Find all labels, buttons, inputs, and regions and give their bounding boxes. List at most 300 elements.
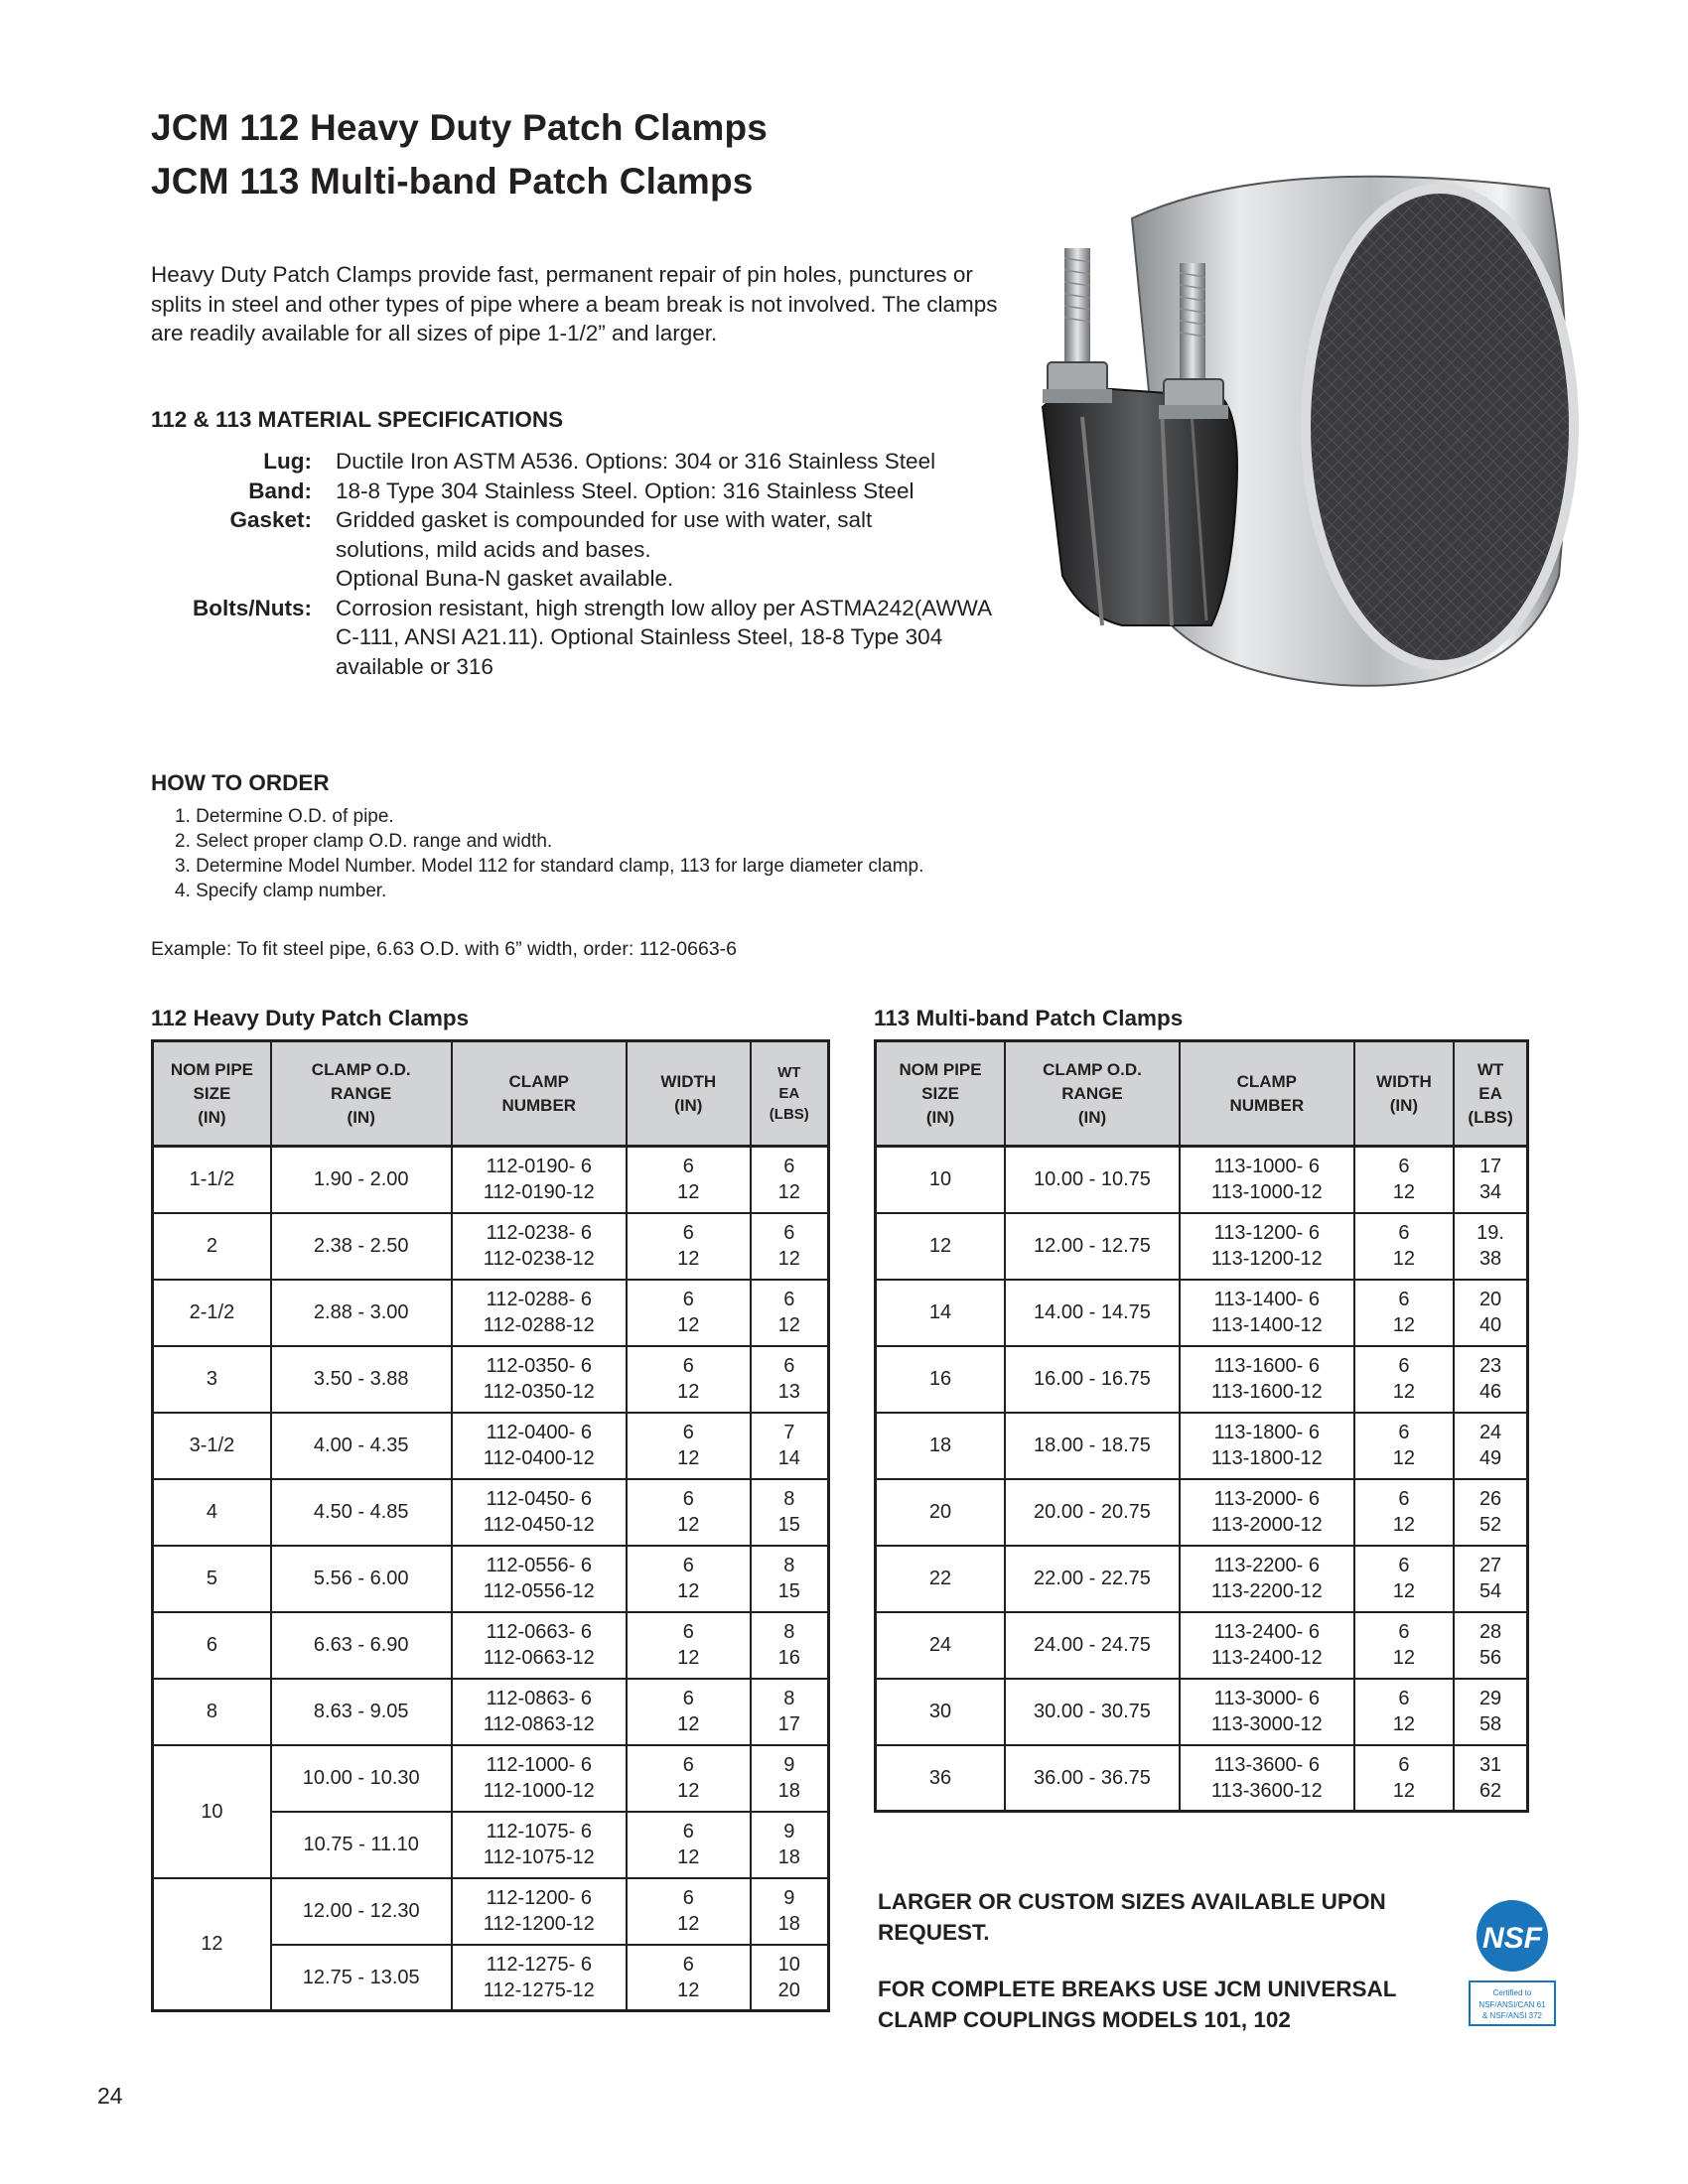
cell-line: (IN) xyxy=(1389,1095,1419,1115)
cell-clamp-number xyxy=(452,1213,627,1280)
cell-line: WIDTH xyxy=(660,1071,717,1091)
cell-weight xyxy=(1454,1612,1527,1679)
how-to-order-heading: HOW TO ORDER xyxy=(151,770,330,795)
cell-line: 23 xyxy=(1478,1355,1502,1377)
cell-line: 15 xyxy=(777,1580,800,1602)
table-112 xyxy=(151,1039,830,2012)
table-row xyxy=(153,1745,829,1812)
cell-nom-pipe-size: 10 xyxy=(876,1147,1006,1213)
cell-line: 12 xyxy=(1392,1447,1416,1469)
spec-value: Ductile Iron ASTM A536. Options: 304 or 316 Stainless Steel xyxy=(336,449,936,474)
table-row xyxy=(153,1878,829,1945)
cell-line: 6 xyxy=(1398,1621,1410,1643)
cell-od-range: 8.63 - 9.05 xyxy=(271,1679,452,1745)
cell-line: 6 xyxy=(682,1887,694,1909)
cell-line: 6 xyxy=(1398,1156,1410,1178)
cell-weight xyxy=(1454,1679,1527,1745)
cell-line: 49 xyxy=(1478,1447,1502,1469)
cell-line: SIZE xyxy=(921,1083,959,1103)
cell-weight xyxy=(751,1812,829,1878)
table-row xyxy=(153,1213,829,1280)
cell-od-range: 6.63 - 6.90 xyxy=(271,1612,452,1679)
cell-line: 12 xyxy=(677,1647,700,1669)
cell-line: 112-0863- 6 xyxy=(486,1688,592,1709)
nsf-cert-line: & NSF/ANSI 372 xyxy=(1481,2011,1543,2020)
cell-line: 112-0450- 6 xyxy=(486,1488,592,1510)
spec-value: Corrosion resistant, high strength low alloy per ASTMA242(AWWA C-111, ANSI A21.11). Optional Stainless Steel, 18-8 Type 304 available or 316 xyxy=(336,595,991,679)
cell-od-range: 10.00 - 10.30 xyxy=(271,1745,452,1812)
cell-line: 9 xyxy=(783,1754,795,1776)
cell-line: 112-1275-12 xyxy=(483,1979,595,2001)
cell-clamp-number xyxy=(1180,1413,1354,1479)
cell-weight xyxy=(751,1413,829,1479)
cell-line: 8 xyxy=(783,1688,795,1709)
cell-weight xyxy=(751,1346,829,1413)
cell-width xyxy=(627,1812,751,1878)
table-112-title: 112 Heavy Duty Patch Clamps xyxy=(151,1006,470,1030)
cell-line: 6 xyxy=(1398,1222,1410,1244)
cell-nom-pipe-size: 30 xyxy=(876,1679,1006,1745)
cell-nom-pipe-size: 10 xyxy=(153,1745,271,1878)
header-width xyxy=(1354,1041,1454,1147)
cell-line: (IN) xyxy=(925,1107,955,1127)
cell-width xyxy=(627,1546,751,1612)
cell-line: 12 xyxy=(677,1514,700,1536)
patch-clamp-image xyxy=(1023,159,1579,695)
cell-weight xyxy=(1454,1280,1527,1346)
order-step: 3. Determine Model Number. Model 112 for standard clamp, 113 for large diameter clamp. xyxy=(175,856,924,877)
cell-line: 20 xyxy=(1478,1289,1502,1310)
cell-clamp-number xyxy=(452,1413,627,1479)
cell-line: 12 xyxy=(1392,1514,1416,1536)
cell-clamp-number xyxy=(452,1745,627,1812)
cell-line: 6 xyxy=(682,1289,694,1310)
cell-nom-pipe-size: 12 xyxy=(153,1878,271,2011)
cell-line: 17 xyxy=(1478,1156,1502,1178)
cell-od-range: 12.00 - 12.75 xyxy=(1005,1213,1180,1280)
cell-od-range: 20.00 - 20.75 xyxy=(1005,1479,1180,1546)
cell-clamp-number xyxy=(452,1679,627,1745)
cell-clamp-number xyxy=(452,1280,627,1346)
table-row xyxy=(876,1745,1528,1812)
cell-clamp-number xyxy=(452,1878,627,1945)
cell-line: WIDTH xyxy=(1376,1071,1432,1091)
cell-line: 112-1275- 6 xyxy=(486,1953,592,1976)
table-row xyxy=(876,1479,1528,1546)
cell-line: 6 xyxy=(682,1488,694,1510)
table-row xyxy=(153,1280,829,1346)
cell-weight xyxy=(751,1679,829,1745)
table-row xyxy=(876,1280,1528,1346)
cell-od-range: 22.00 - 22.75 xyxy=(1005,1546,1180,1612)
cell-line: 6 xyxy=(1398,1688,1410,1709)
cell-line: 12 xyxy=(677,1979,700,2001)
cell-line: 40 xyxy=(1478,1314,1502,1336)
cell-line: (IN) xyxy=(198,1107,226,1127)
cell-width xyxy=(1354,1546,1454,1612)
cell-line: 113-2000- 6 xyxy=(1213,1488,1320,1510)
cell-line: 112-1075-12 xyxy=(483,1846,595,1868)
cell-od-range: 4.00 - 4.35 xyxy=(271,1413,452,1479)
cell-nom-pipe-size: 1-1/2 xyxy=(153,1147,271,1213)
cell-line: 113-1400- 6 xyxy=(1213,1289,1320,1310)
cell-line: 6 xyxy=(783,1355,795,1377)
cell-line: 113-1200-12 xyxy=(1210,1248,1323,1270)
order-example: Example: To fit steel pipe, 6.63 O.D. with 6” width, order: 112-0663-6 xyxy=(151,938,737,960)
spec-label: Gasket: xyxy=(229,507,312,532)
spec-row-bolts xyxy=(151,594,1021,682)
cell-line: 62 xyxy=(1478,1779,1502,1802)
cell-line: 112-1075- 6 xyxy=(486,1821,592,1843)
cell-width xyxy=(1354,1679,1454,1745)
table-row xyxy=(153,1612,829,1679)
cell-line: 8 xyxy=(783,1555,795,1576)
header-clamp-number xyxy=(452,1041,627,1147)
cell-line: 12 xyxy=(1392,1248,1416,1270)
table-113-title: 113 Multi-band Patch Clamps xyxy=(874,1006,1184,1030)
cell-line: 113-1600-12 xyxy=(1210,1381,1323,1403)
table-row xyxy=(153,1479,829,1546)
cell-line: 113-1400-12 xyxy=(1210,1314,1323,1336)
cell-line: (IN) xyxy=(1077,1107,1107,1127)
cell-width xyxy=(627,1346,751,1413)
header-weight xyxy=(751,1041,829,1147)
cell-line: 112-0238- 6 xyxy=(486,1222,592,1244)
cell-od-range: 4.50 - 4.85 xyxy=(271,1479,452,1546)
cell-line: 20 xyxy=(777,1979,800,2001)
cell-line: 16 xyxy=(777,1647,800,1669)
table-header-row xyxy=(153,1041,829,1147)
nsf-logo-text: NSF xyxy=(1482,1922,1542,1955)
cell-line: 6 xyxy=(682,1688,694,1709)
cell-line: CLAMP xyxy=(1236,1071,1298,1091)
nsf-cert-line: Certified to xyxy=(1492,1988,1532,1997)
cell-line: (LBS) xyxy=(769,1106,809,1123)
cell-nom-pipe-size: 16 xyxy=(876,1346,1006,1413)
cell-line: 12 xyxy=(1392,1647,1416,1669)
cell-weight xyxy=(1454,1147,1527,1213)
cell-line: 113-1000- 6 xyxy=(1213,1156,1320,1178)
cell-line: 6 xyxy=(682,1355,694,1377)
cell-line: 6 xyxy=(682,1621,694,1643)
custom-sizes-note: LARGER OR CUSTOM SIZES AVAILABLE UPON REQUEST. xyxy=(878,1889,1386,1945)
cell-line: WT xyxy=(777,1064,801,1081)
cell-line: 6 xyxy=(783,1289,795,1310)
cell-line: 112-1000-12 xyxy=(483,1780,595,1802)
spec-label xyxy=(151,564,336,594)
cell-line: 34 xyxy=(1478,1181,1502,1204)
cell-line: 12 xyxy=(777,1314,800,1336)
cell-line: 12 xyxy=(677,1248,700,1270)
cell-width xyxy=(627,1280,751,1346)
cell-line: 26 xyxy=(1478,1488,1502,1510)
cell-line: 112-0350- 6 xyxy=(486,1355,592,1377)
table-row xyxy=(153,1679,829,1745)
cell-line: 6 xyxy=(1398,1488,1410,1510)
cell-line: 6 xyxy=(682,1555,694,1576)
cell-clamp-number xyxy=(1180,1546,1354,1612)
cell-line: 54 xyxy=(1478,1580,1502,1602)
order-step: 2. Select proper clamp O.D. range and width. xyxy=(175,831,553,852)
cell-line: 15 xyxy=(777,1514,800,1536)
cell-line: 6 xyxy=(682,1953,694,1976)
cell-width xyxy=(627,1213,751,1280)
cell-weight xyxy=(1454,1346,1527,1413)
cell-line: 112-0288-12 xyxy=(483,1314,595,1336)
cell-width xyxy=(627,1679,751,1745)
cell-line: 31 xyxy=(1478,1753,1502,1776)
cell-line: 10 xyxy=(777,1953,800,1976)
spec-value: 18-8 Type 304 Stainless Steel. Option: 316 Stainless Steel xyxy=(336,478,914,503)
cell-line: SIZE xyxy=(193,1083,231,1103)
cell-od-range: 2.38 - 2.50 xyxy=(271,1213,452,1280)
cell-weight xyxy=(751,1546,829,1612)
cell-line: 113-1800- 6 xyxy=(1213,1422,1320,1443)
cell-nom-pipe-size: 5 xyxy=(153,1546,271,1612)
spec-value: Gridded gasket is compounded for use with water, salt solutions, mild acids and bases. xyxy=(336,507,873,562)
cell-line: 113-3600- 6 xyxy=(1213,1753,1320,1776)
cell-width xyxy=(1354,1612,1454,1679)
cell-nom-pipe-size: 3 xyxy=(153,1346,271,1413)
page-title-112: JCM 112 Heavy Duty Patch Clamps xyxy=(151,107,769,148)
cell-line: 113-2200-12 xyxy=(1210,1580,1323,1602)
cell-line: 113-1800-12 xyxy=(1210,1447,1323,1469)
cell-line: 6 xyxy=(1398,1355,1410,1377)
cell-width xyxy=(627,1945,751,2011)
cell-line: 52 xyxy=(1478,1514,1502,1536)
cell-line: 28 xyxy=(1478,1621,1502,1643)
cell-line: 6 xyxy=(1398,1753,1410,1776)
cell-line: EA xyxy=(778,1085,800,1102)
table-row xyxy=(876,1679,1528,1745)
cell-nom-pipe-size: 2-1/2 xyxy=(153,1280,271,1346)
spec-list xyxy=(151,447,1021,681)
order-step: 4. Specify clamp number. xyxy=(175,881,387,901)
cell-line: 113-2400- 6 xyxy=(1213,1621,1320,1643)
cell-line: 56 xyxy=(1478,1647,1502,1669)
cell-line: CLAMP O.D. xyxy=(311,1059,411,1079)
cell-line: 12 xyxy=(1392,1181,1416,1204)
cell-line: (IN) xyxy=(347,1107,375,1127)
cell-line: RANGE xyxy=(1061,1083,1123,1103)
cell-clamp-number xyxy=(1180,1346,1354,1413)
cell-line: 6 xyxy=(1398,1422,1410,1443)
spec-label: Lug: xyxy=(263,449,312,474)
cell-nom-pipe-size: 6 xyxy=(153,1612,271,1679)
cell-line: 12 xyxy=(777,1181,800,1204)
cell-line: 112-0863-12 xyxy=(483,1713,595,1735)
cell-line: 27 xyxy=(1478,1555,1502,1576)
cell-line: 113-2400-12 xyxy=(1210,1647,1323,1669)
spec-label: Bolts/Nuts: xyxy=(193,595,312,620)
cell-line: 113-2000-12 xyxy=(1210,1514,1323,1536)
cell-od-range: 14.00 - 14.75 xyxy=(1005,1280,1180,1346)
cell-weight xyxy=(751,1878,829,1945)
cell-weight xyxy=(751,1213,829,1280)
cell-line: 6 xyxy=(682,1422,694,1443)
cell-line: CLAMP xyxy=(508,1071,569,1091)
cell-line: 6 xyxy=(1398,1289,1410,1310)
cell-clamp-number xyxy=(1180,1280,1354,1346)
cell-nom-pipe-size: 12 xyxy=(876,1213,1006,1280)
cell-line: 8 xyxy=(783,1621,795,1643)
cell-line: 6 xyxy=(682,1821,694,1843)
cell-nom-pipe-size: 8 xyxy=(153,1679,271,1745)
cell-line: 12 xyxy=(777,1248,800,1270)
cell-width xyxy=(1354,1479,1454,1546)
cell-clamp-number xyxy=(1180,1147,1354,1213)
header-clamp-od-range xyxy=(1005,1041,1180,1147)
cell-line: 12 xyxy=(677,1846,700,1868)
cell-weight xyxy=(751,1745,829,1812)
cell-line: 113-1000-12 xyxy=(1210,1181,1323,1204)
intro-paragraph: Heavy Duty Patch Clamps provide fast, permanent repair of pin holes, punctures or splits in steel and other types of pipe where a beam break is not involved. The clamps are readily available for all sizes of pipe 1-1/2” and larger. xyxy=(151,262,998,345)
cell-nom-pipe-size: 22 xyxy=(876,1546,1006,1612)
cell-width xyxy=(627,1612,751,1679)
page-number: 24 xyxy=(97,2083,123,2109)
cell-clamp-number xyxy=(1180,1479,1354,1546)
table-row xyxy=(876,1147,1528,1213)
cell-line: NUMBER xyxy=(501,1095,577,1115)
table-row xyxy=(153,1346,829,1413)
spec-row-gasket xyxy=(151,505,1021,564)
cell-line: 58 xyxy=(1478,1713,1502,1735)
cell-od-range: 12.75 - 13.05 xyxy=(271,1945,452,2011)
cell-line: 113-3000- 6 xyxy=(1213,1688,1320,1709)
spec-row-lug xyxy=(151,447,1021,477)
cell-od-range: 36.00 - 36.75 xyxy=(1005,1745,1180,1812)
order-step: 1. Determine O.D. of pipe. xyxy=(175,806,394,827)
cell-weight xyxy=(1454,1546,1527,1612)
cell-width xyxy=(1354,1280,1454,1346)
cell-width xyxy=(627,1413,751,1479)
table-header-row xyxy=(876,1041,1528,1147)
cell-clamp-number xyxy=(452,1945,627,2011)
table-113 xyxy=(874,1039,1529,1813)
header-nom-pipe-size xyxy=(153,1041,271,1147)
cell-line: 12 xyxy=(1392,1314,1416,1336)
cell-line: 12 xyxy=(677,1447,700,1469)
cell-nom-pipe-size: 18 xyxy=(876,1413,1006,1479)
cell-line: 12 xyxy=(677,1181,700,1204)
cell-line: 12 xyxy=(677,1713,700,1735)
header-clamp-od-range xyxy=(271,1041,452,1147)
nsf-cert-line: NSF/ANSI/CAN 61 xyxy=(1478,2000,1546,2009)
cell-nom-pipe-size: 14 xyxy=(876,1280,1006,1346)
cell-line: 113-3600-12 xyxy=(1210,1779,1323,1802)
cell-weight xyxy=(751,1147,829,1213)
cell-line: 17 xyxy=(777,1713,800,1735)
cell-line: RANGE xyxy=(331,1083,392,1103)
cell-od-range: 1.90 - 2.00 xyxy=(271,1147,452,1213)
cell-line: 12 xyxy=(677,1580,700,1602)
cell-od-range: 3.50 - 3.88 xyxy=(271,1346,452,1413)
cell-line: 112-1200- 6 xyxy=(486,1887,592,1909)
cell-line: 112-0450-12 xyxy=(483,1514,595,1536)
cell-od-range: 10.00 - 10.75 xyxy=(1005,1147,1180,1213)
cell-od-range: 30.00 - 30.75 xyxy=(1005,1679,1180,1745)
cell-nom-pipe-size: 4 xyxy=(153,1479,271,1546)
cell-width xyxy=(627,1745,751,1812)
cell-line: 6 xyxy=(783,1222,795,1244)
cell-weight xyxy=(1454,1213,1527,1280)
cell-clamp-number xyxy=(452,1147,627,1213)
cell-weight xyxy=(1454,1745,1527,1812)
spec-row-band xyxy=(151,477,1021,506)
table-body xyxy=(876,1147,1528,1812)
cell-line: 112-0350-12 xyxy=(483,1381,595,1403)
cell-line: 112-0190-12 xyxy=(483,1181,595,1204)
cell-clamp-number xyxy=(452,1812,627,1878)
cell-line: 12 xyxy=(1392,1580,1416,1602)
cell-weight xyxy=(1454,1413,1527,1479)
cell-weight xyxy=(751,1280,829,1346)
spec-label: Band: xyxy=(248,478,312,503)
cell-od-range: 18.00 - 18.75 xyxy=(1005,1413,1180,1479)
cell-line: 18 xyxy=(777,1846,800,1868)
cell-nom-pipe-size: 36 xyxy=(876,1745,1006,1812)
cell-od-range: 12.00 - 12.30 xyxy=(271,1878,452,1945)
cell-clamp-number xyxy=(452,1546,627,1612)
cell-line: 113-2200- 6 xyxy=(1213,1555,1320,1576)
cell-line: 7 xyxy=(783,1422,795,1443)
header-width xyxy=(627,1041,751,1147)
cell-nom-pipe-size: 24 xyxy=(876,1612,1006,1679)
cell-clamp-number xyxy=(1180,1745,1354,1812)
complete-breaks-note: FOR COMPLETE BREAKS USE JCM UNIVERSAL CLAMP COUPLINGS MODELS 101, 102 xyxy=(878,1977,1397,2032)
cell-clamp-number xyxy=(452,1346,627,1413)
cell-line: 38 xyxy=(1478,1248,1502,1270)
cell-line: 6 xyxy=(682,1156,694,1178)
cell-line: 12 xyxy=(677,1913,700,1935)
page-title-113: JCM 113 Multi-band Patch Clamps xyxy=(151,161,754,202)
cell-width xyxy=(627,1878,751,1945)
table-row xyxy=(876,1612,1528,1679)
spec-heading: 112 & 113 MATERIAL SPECIFICATIONS xyxy=(151,407,564,432)
cell-line: 29 xyxy=(1478,1688,1502,1709)
cell-line: 8 xyxy=(783,1488,795,1510)
cell-width xyxy=(1354,1745,1454,1812)
cell-line: 113-1600- 6 xyxy=(1213,1355,1320,1377)
cell-line: NOM PIPE xyxy=(899,1059,982,1079)
cell-width xyxy=(1354,1147,1454,1213)
cell-line: 12 xyxy=(677,1780,700,1802)
cell-line: 9 xyxy=(783,1821,795,1843)
cell-clamp-number xyxy=(1180,1213,1354,1280)
table-row xyxy=(876,1413,1528,1479)
cell-weight xyxy=(751,1945,829,2011)
cell-line: 14 xyxy=(777,1447,800,1469)
spec-row-gasket-option xyxy=(151,564,1021,594)
cell-line: 12 xyxy=(1392,1779,1416,1802)
cell-od-range: 2.88 - 3.00 xyxy=(271,1280,452,1346)
table-row xyxy=(876,1213,1528,1280)
cell-line: 112-0190- 6 xyxy=(486,1156,592,1178)
cell-line: 112-1000- 6 xyxy=(486,1754,592,1776)
cell-line: CLAMP O.D. xyxy=(1043,1059,1142,1079)
cell-weight xyxy=(751,1612,829,1679)
header-clamp-number xyxy=(1180,1041,1354,1147)
cell-line: 9 xyxy=(783,1887,795,1909)
cell-line: 112-0238-12 xyxy=(483,1248,595,1270)
cell-line: NOM PIPE xyxy=(170,1059,253,1079)
cell-line: WT xyxy=(1477,1059,1504,1079)
cell-line: 113-3000-12 xyxy=(1210,1713,1323,1735)
cell-line: 112-0400-12 xyxy=(483,1447,595,1469)
cell-line: EA xyxy=(1478,1083,1502,1103)
table-row xyxy=(876,1346,1528,1413)
nsf-certification-badge xyxy=(1468,1898,1557,2032)
